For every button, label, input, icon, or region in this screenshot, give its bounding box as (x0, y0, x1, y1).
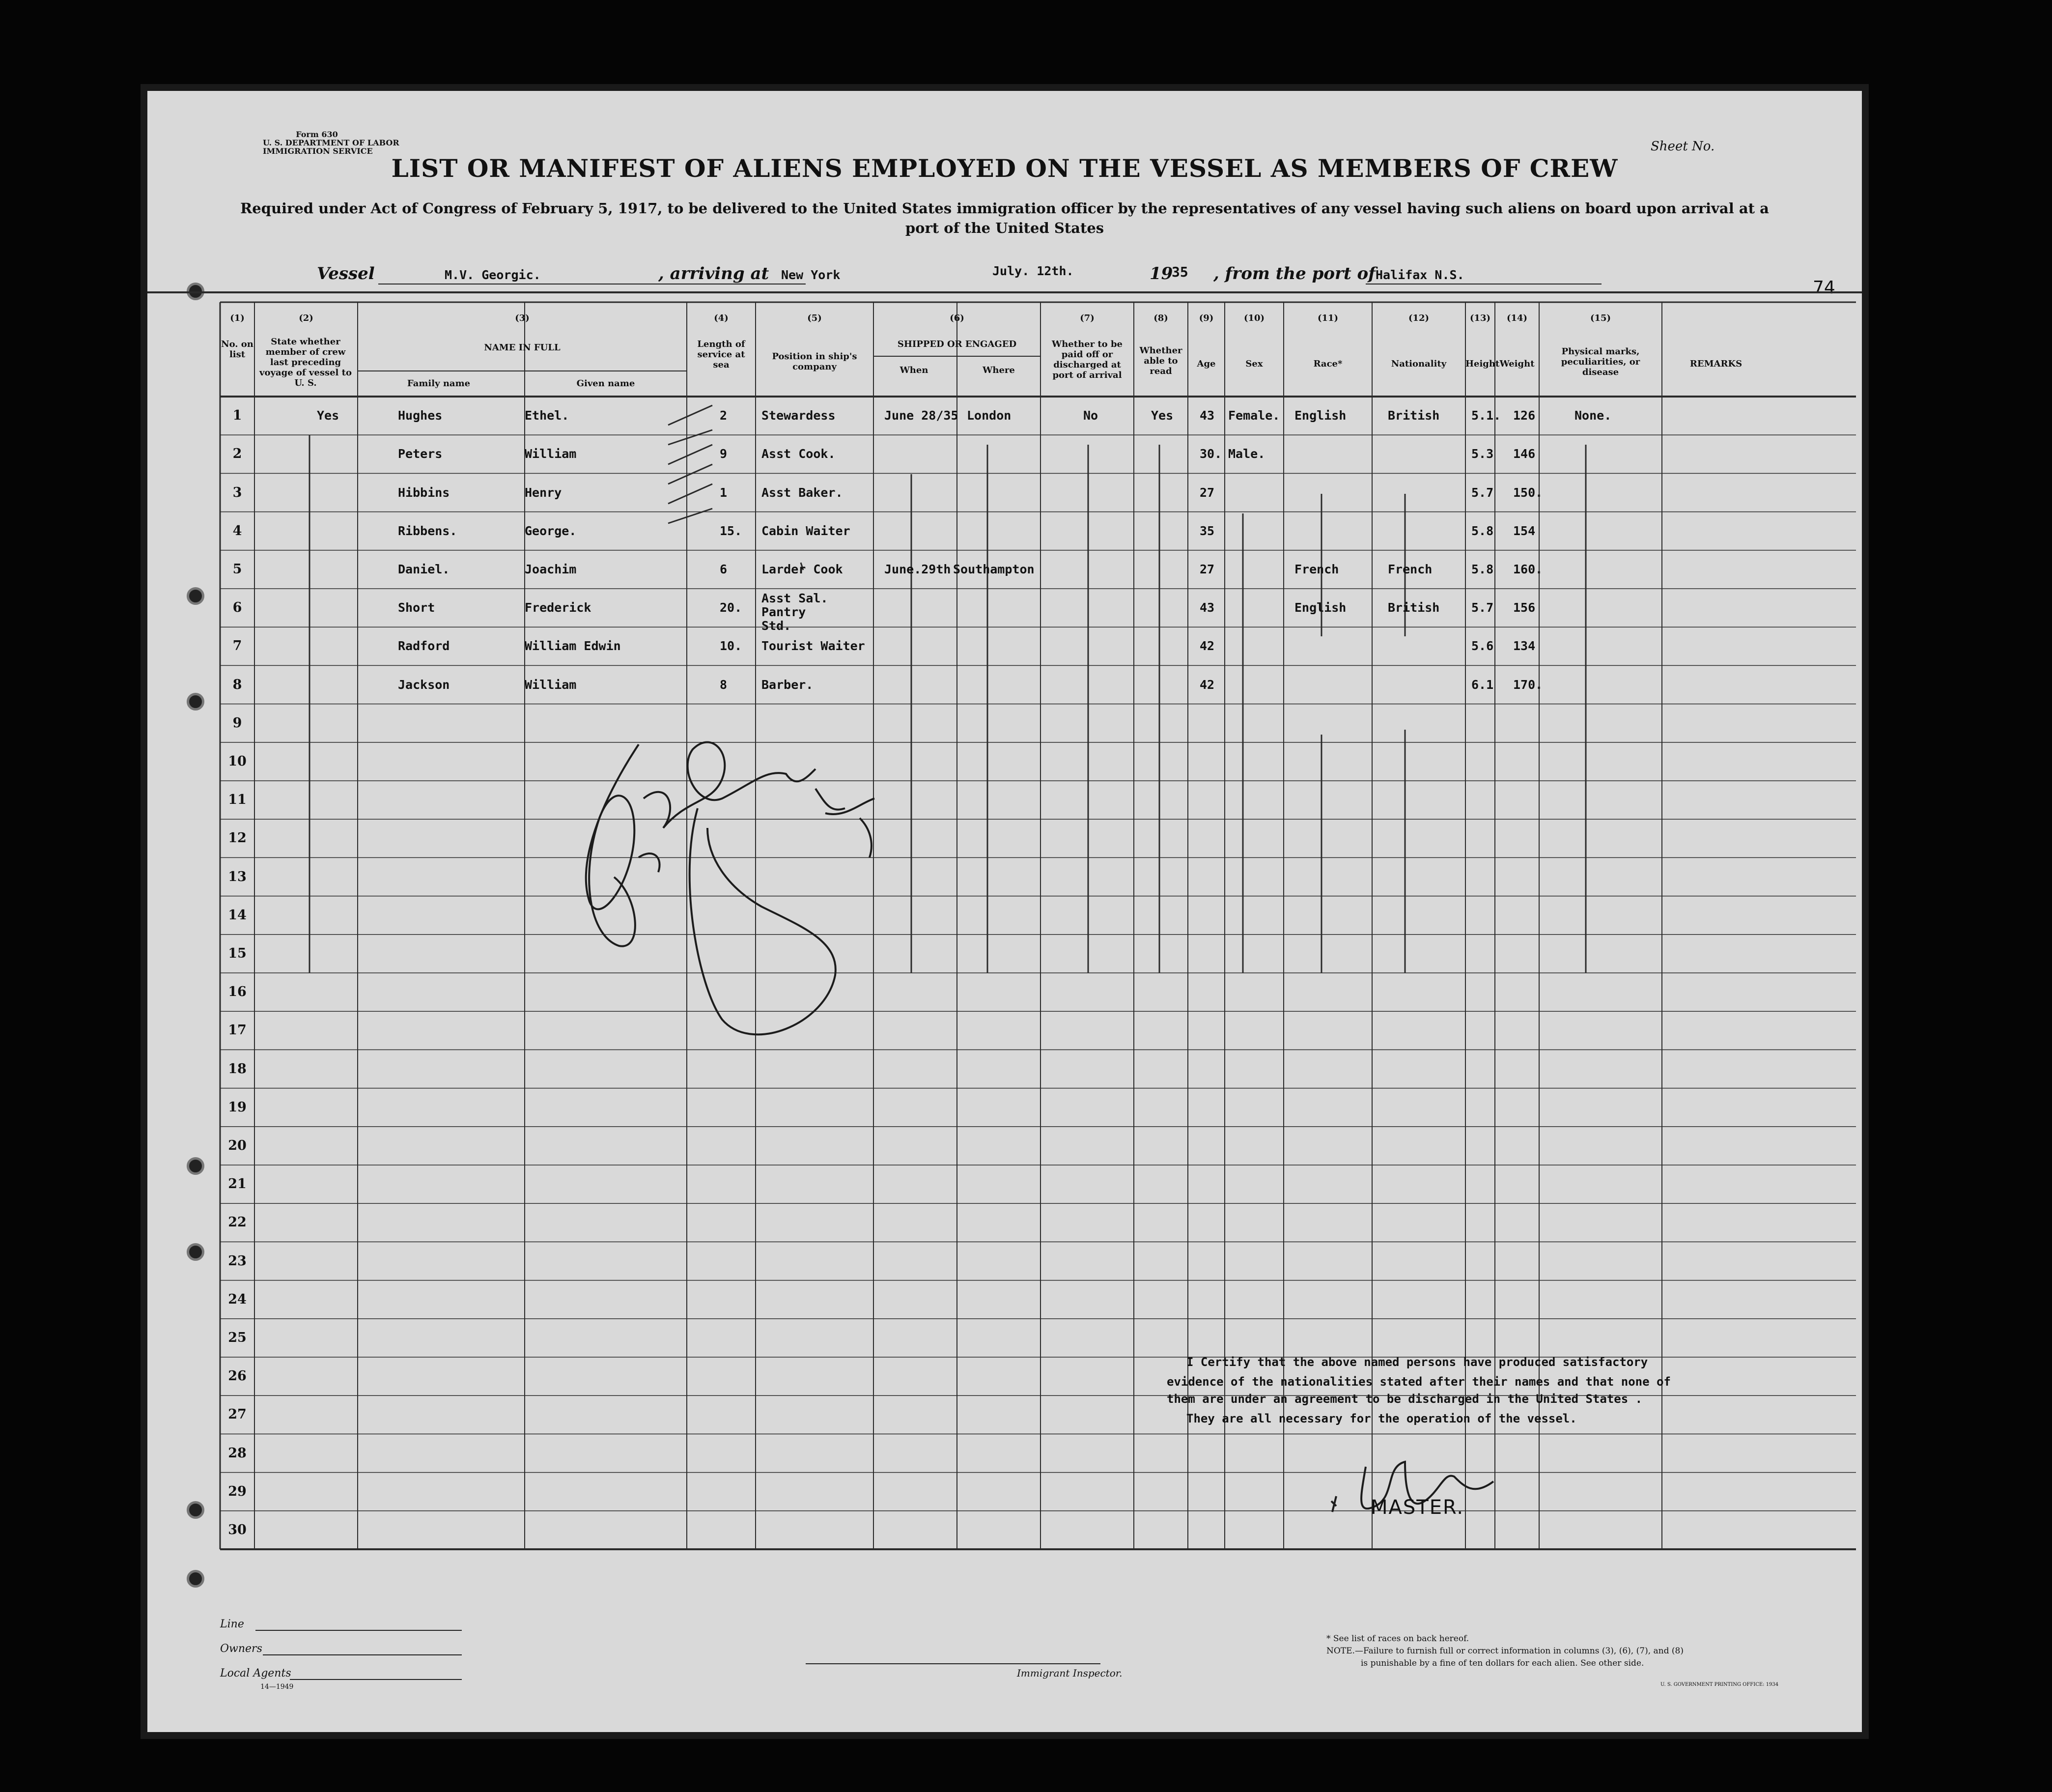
header-previous-voyage: State whether member of crew last preceding voyage of vessel to U. S. (259, 337, 352, 388)
tally-slash-2 (668, 445, 712, 464)
cell-given: William (525, 447, 577, 461)
cell-length: 8 (720, 677, 728, 692)
cell-position: Asst Baker. (761, 485, 843, 500)
row-number: 24 (228, 1291, 247, 1307)
header-remarks: REMARKS (1689, 359, 1743, 369)
cell-age: 30. (1200, 447, 1222, 461)
certification-line-1: I Certify that the above named persons have produced satisfactory (1186, 1355, 1648, 1369)
row-number: 17 (228, 1023, 247, 1038)
cell-length: 1 (720, 485, 728, 500)
header-position: Position in ship's company (772, 351, 857, 372)
footer-line-label: Line (220, 1618, 244, 1630)
cell-weight: 170. (1513, 677, 1543, 692)
cell-family: Daniel. (398, 562, 450, 576)
colnum-5: (5) (807, 313, 822, 323)
cell-age: 42 (1200, 639, 1215, 654)
colnum-4: (4) (714, 313, 729, 323)
master-label: MASTER. (1371, 1496, 1464, 1519)
cell-family: Radford (398, 639, 450, 654)
cell-height: 6.1 (1471, 677, 1494, 692)
footer-inspector-label: Immigrant Inspector. (1017, 1667, 1123, 1679)
year-prefix: 19 (1150, 264, 1173, 284)
page-subtitle: Required under Act of Congress of February 5, 1917, to be delivered to the United States immigration officer by the representatives of any vessel having such aliens on board upon arrival at a (240, 200, 1769, 217)
cell-length: 6 (720, 562, 728, 576)
cell-age: 27 (1200, 485, 1215, 500)
certification-line-3: them are under an agreement to be discharged in the United States . (1167, 1392, 1643, 1406)
cell-position: Asst Cook. (761, 447, 836, 461)
header-given-name: Given name (576, 378, 635, 389)
row-number: 6 (232, 600, 242, 616)
cell-paid-off: No (1083, 408, 1098, 423)
row-number: 2 (232, 446, 242, 462)
row-number: 8 (232, 677, 242, 692)
header-family-name: Family name (407, 378, 471, 389)
cell-nationality: French (1388, 562, 1433, 576)
row-number: 7 (232, 638, 242, 654)
cell-nationality: British (1388, 408, 1440, 423)
header-no-on-list: No. on list (221, 339, 253, 360)
from-port-label: , from the port of (1213, 264, 1376, 284)
colnum-8: (8) (1153, 313, 1168, 323)
arrival-date: July. 12th. (992, 264, 1074, 278)
cell-height: 5.6 (1471, 639, 1494, 654)
colnum-2: (2) (299, 313, 313, 323)
cell-family: Hibbins (398, 485, 450, 500)
cell-weight: 134 (1513, 639, 1536, 654)
cell-height: 5.8 (1471, 562, 1494, 576)
arriving-label: , arriving at (658, 264, 769, 284)
colnum-13: (13) (1469, 313, 1491, 323)
cell-height: 5.7 (1471, 485, 1494, 500)
footer-note-1: * See list of races on back hereof. (1326, 1634, 1469, 1644)
cell-race: French (1294, 562, 1339, 576)
page-subtitle-2: port of the United States (905, 220, 1104, 236)
cell-family: Jackson (398, 677, 450, 692)
cell-age: 27 (1200, 562, 1215, 576)
row-number: 21 (228, 1176, 247, 1192)
footer-note-3: is punishable by a fine of ten dollars for each alien. See other side. (1361, 1658, 1644, 1668)
cell-position: Stewardess (761, 408, 836, 423)
header-weight: Weight (1499, 359, 1535, 369)
row-number: 13 (228, 869, 247, 884)
header-shipped-or-engaged: SHIPPED OR ENGAGED (897, 339, 1017, 349)
row-number: 1 (232, 408, 242, 424)
footer-owners-rule (263, 1654, 462, 1655)
page-number: 74 (1813, 278, 1835, 298)
cell-age: 42 (1200, 677, 1215, 692)
cell-position: Asst Sal. Pantry Std. (761, 591, 828, 633)
cell-given: Henry (525, 485, 562, 500)
cell-age: 43 (1200, 408, 1215, 423)
cell-given: George. (525, 523, 577, 538)
header-length-of-service: Length of service at sea (697, 339, 745, 370)
tally-slash-1 (668, 430, 712, 445)
header-sex: Sex (1245, 359, 1263, 369)
vessel-label: Vessel (317, 264, 375, 284)
tally-slash-3 (668, 464, 712, 484)
cell-position: Cabin Waiter (761, 523, 850, 538)
sheet-number-label: Sheet No. (1651, 139, 1715, 154)
cell-height: 5.3 (1471, 447, 1494, 461)
cell-given: Ethel. (525, 408, 569, 423)
manifest-page (147, 91, 1862, 1732)
cell-where: Southampton (953, 562, 1035, 576)
colnum-12: (12) (1408, 313, 1430, 323)
cell-length: 20. (720, 600, 742, 615)
row-number: 29 (228, 1483, 247, 1499)
colnum-15: (15) (1590, 313, 1611, 323)
tally-slash-4 (668, 484, 712, 504)
cell-family: Peters (398, 447, 443, 461)
cell-length: 10. (720, 639, 742, 654)
form-id-line3: IMMIGRATION SERVICE (263, 146, 373, 156)
cell-marks: None. (1574, 408, 1612, 423)
footer-local-agents-label: Local Agents (220, 1667, 291, 1679)
row-number: 26 (228, 1368, 247, 1384)
row-number: 9 (232, 715, 242, 731)
colnum-1: (1) (230, 313, 245, 323)
row-number: 23 (228, 1253, 247, 1269)
footer-form-code: 14—1949 (260, 1683, 294, 1691)
header-height: Height (1465, 359, 1500, 369)
arrival-year: 35 (1172, 264, 1188, 280)
cell-given: Joachim (525, 562, 577, 576)
tally-slash-0 (668, 405, 712, 425)
cell-height: 5.7 (1471, 600, 1494, 615)
cell-weight: 154 (1513, 523, 1536, 538)
colnum-9: (9) (1199, 313, 1214, 323)
cell-sex: Female. (1228, 408, 1280, 423)
cell-family: Ribbens. (398, 523, 457, 538)
cell-weight: 150. (1513, 485, 1543, 500)
header-name-in-full: NAME IN FULL (484, 342, 561, 353)
cell-race: English (1294, 408, 1347, 423)
cell-age: 35 (1200, 523, 1215, 538)
cell-position: Barber. (761, 677, 814, 692)
cell-height: 5.8 (1471, 523, 1494, 538)
row-number: 3 (232, 484, 242, 500)
cell-prev: Yes (317, 408, 339, 423)
cell-race: English (1294, 600, 1347, 615)
certification-line-2: evidence of the nationalities stated after their names and that none of (1167, 1375, 1671, 1389)
cell-when: June 28/35 (884, 408, 958, 423)
cell-given: Frederick (525, 600, 591, 615)
cell-sex: Male. (1228, 447, 1265, 461)
form-id-line2: U. S. DEPARTMENT OF LABOR (263, 138, 399, 147)
row-number: 10 (228, 753, 247, 769)
row-number: 27 (228, 1407, 247, 1422)
header-physical-marks: Physical marks, peculiarities, or disease (1561, 346, 1640, 377)
row-number: 19 (228, 1099, 247, 1115)
footer-line-rule (255, 1630, 462, 1631)
header-where: Where (983, 365, 1015, 375)
cell-when: June.29th (884, 562, 951, 576)
footer-note-2: NOTE.—Failure to furnish full or correct information in columns (3), (6), (7), and (8) (1326, 1646, 1684, 1656)
footer-printer: U. S. GOVERNMENT PRINTING OFFICE: 1934 (1660, 1682, 1779, 1687)
row-number: 28 (228, 1445, 247, 1461)
vessel-name: M.V. Georgic. (445, 268, 541, 282)
row-number: 15 (228, 945, 247, 961)
header-when: When (900, 365, 928, 375)
cell-nationality: British (1388, 600, 1440, 615)
manifest-grid (147, 91, 1862, 1732)
page-title: LIST OR MANIFEST OF ALIENS EMPLOYED ON THE VESSEL AS MEMBERS OF CREW (391, 154, 1618, 183)
cell-length: 9 (720, 447, 728, 461)
cell-length: 15. (720, 523, 742, 538)
row-number: 30 (228, 1522, 247, 1537)
cell-given: William Edwin (525, 639, 621, 654)
row-number: 18 (228, 1061, 247, 1077)
row-number: 25 (228, 1330, 247, 1345)
header-race: Race* (1313, 359, 1343, 369)
cell-height: 5.1. (1471, 408, 1501, 423)
row-number: 14 (228, 907, 247, 923)
cell-weight: 160. (1513, 562, 1543, 576)
cell-position: Larder Cook (761, 562, 843, 576)
cell-age: 43 (1200, 600, 1215, 615)
header-nationality: Nationality (1391, 359, 1447, 369)
row-number: 4 (232, 523, 242, 539)
cell-given: William (525, 677, 577, 692)
form-id-line1: Form 630 (296, 130, 338, 139)
cell-weight: 156 (1513, 600, 1536, 615)
colnum-7: (7) (1080, 313, 1095, 323)
colnum-10: (10) (1243, 313, 1265, 323)
row-number: 20 (228, 1138, 247, 1153)
cell-family: Short (398, 600, 435, 615)
cell-family: Hughes (398, 408, 443, 423)
arriving-port: New York (781, 268, 841, 282)
footer-local-agents-rule (290, 1679, 462, 1680)
cell-weight: 126 (1513, 408, 1536, 423)
footer-inspector-rule (806, 1663, 1100, 1664)
cell-weight: 146 (1513, 447, 1536, 461)
cell-length: 2 (720, 408, 728, 423)
row-number: 5 (232, 561, 242, 577)
row-number: 11 (228, 792, 247, 808)
colnum-3: (3) (515, 313, 530, 323)
colnum-14: (14) (1506, 313, 1528, 323)
from-port: Halifax N.S. (1376, 268, 1464, 282)
footer-owners-label: Owners (220, 1643, 262, 1655)
tally-slash-5 (668, 509, 712, 523)
row-number: 16 (228, 984, 247, 1000)
row-number: 22 (228, 1215, 247, 1230)
colnum-6: (6) (950, 313, 964, 323)
cell-read: Yes (1151, 408, 1174, 423)
header-paid-off: Whether to be paid off or discharged at port of arrival (1052, 339, 1123, 380)
cell-position: Tourist Waiter (761, 639, 865, 654)
header-age: Age (1197, 359, 1216, 369)
row-number: 12 (228, 830, 247, 846)
header-able-to-read: Whether able to read (1139, 345, 1182, 376)
colnum-11: (11) (1317, 313, 1339, 323)
certification-line-4: They are all necessary for the operation of the vessel. (1186, 1412, 1577, 1425)
cell-where: London (967, 408, 1012, 423)
